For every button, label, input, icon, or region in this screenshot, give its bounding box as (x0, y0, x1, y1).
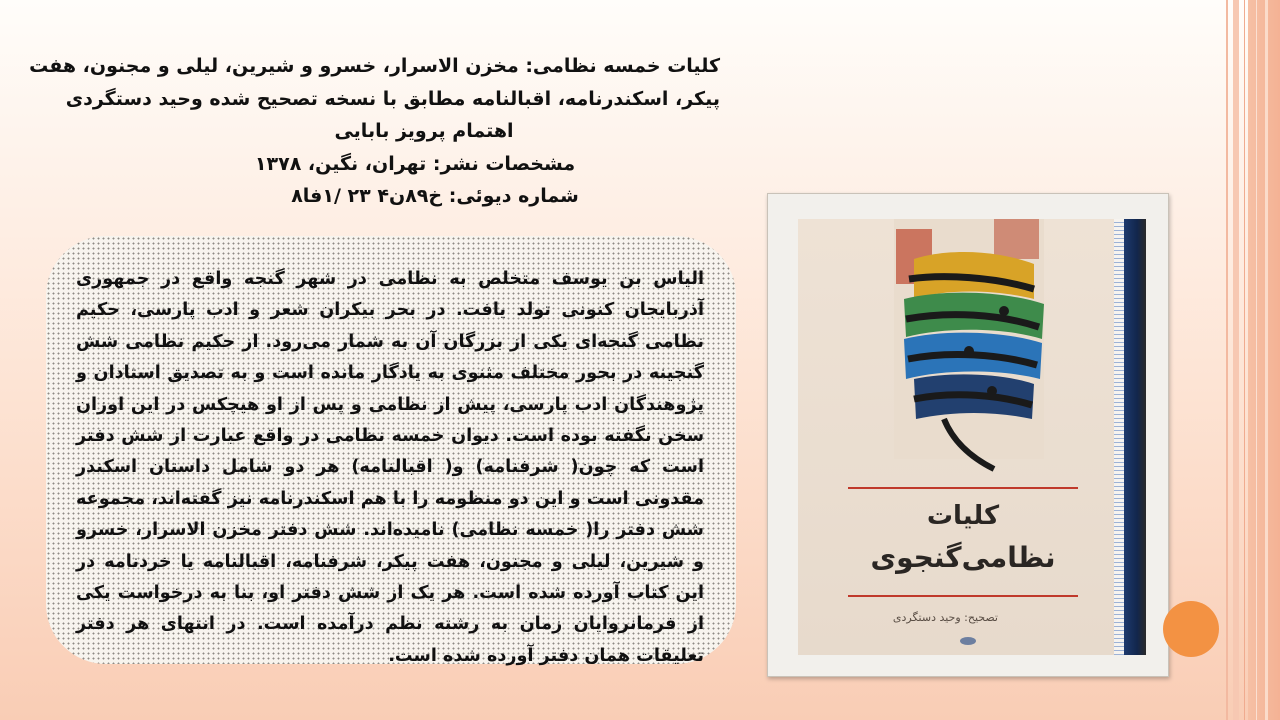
book-cover-photo-frame (767, 193, 1169, 677)
decor-stripe (1226, 0, 1228, 720)
book-title-line-2: پیکر، اسکندرنامه، اقبالنامه مطابق با نسخه تصحیح شده وحید دستگردی (65, 87, 720, 110)
cover-subtitle: نظامی‌گنجوی (870, 541, 1056, 574)
notebook-paper (1114, 219, 1124, 655)
biography-text: الیاس بن یوسف متخلص به نظامی در شهر گنجه واقع در جمهوری آذربایجان کنونی تولد یافت. در بحر بیکران شعر و ادب پارسی، حکیم نظامی گنجه‌ای یکی از بزرگان آن به شمار می‌رود. از حکیم نظامی شش گنجینه در بحور مختلف مثنوی به یادگار مانده است و به تصدیق استادان و پژوهندگان ادب پارسی، پیش از نظامی و پس از او هیچکس در این اوزان سخن نگفته بوده است. دیوان خمسه نظامی در واقع عبارت از شش دفتر است که چون( شرفنامه) و( اقبالنامه) هر دو شامل داستان اسکندر مقدونی است و این دو منظومه را با هم اسکندرنامه نیز گفته‌اند، مجموعه شش دفتر را( خمسه نظامی) نامیده‌اند. شش دفتر مخزن الاسرار، خسرو و شیرین، لیلی و مجنون، هفت پیکر، شرفنامه، اقبالنامه یا خردنامه در این کتاب آورده شده است. هر یک از شش دفتر او، بنا به درخواست یکی از فرمانروایان زمان به رشته نظم درآمده است. در انتهای هر دفتر تعلیقات همان دفتر آورده شده است. (76, 269, 704, 666)
book-spine (1124, 219, 1146, 655)
book-cover (798, 219, 1114, 655)
cover-divider (848, 595, 1078, 597)
cover-divider (848, 487, 1078, 489)
book-compiler-line: اهتمام پرویز بابایی (334, 120, 514, 142)
decor-stripe (1256, 0, 1257, 720)
publisher-logo-icon (960, 637, 976, 645)
decor-circle (1163, 601, 1219, 657)
decor-stripe (1233, 0, 1239, 720)
calligraphy-artwork (874, 219, 1066, 489)
decor-stripe (1244, 0, 1245, 720)
publication-info-line: مشخصات نشر: تهران، نگین، ۱۳۷۸ (254, 152, 576, 175)
cover-editor: تصحیح: وحید دستگردی (892, 611, 998, 624)
book-cover-photo (798, 219, 1146, 655)
book-title-line-1: کلیات خمسه نظامی: مخزن الاسرار، خسرو و شیرین، لیلی و مجنون، هفت (29, 55, 720, 77)
biography-box (46, 236, 736, 664)
decor-stripe (1265, 0, 1268, 720)
cover-title: کلیات (926, 501, 1000, 531)
book-info-header (29, 50, 720, 213)
dewey-number-line: شماره دیوئی: خ۸۹ن۴ ۲۳ /۱فا۸ (291, 185, 579, 207)
decor-stripe (1248, 0, 1280, 720)
